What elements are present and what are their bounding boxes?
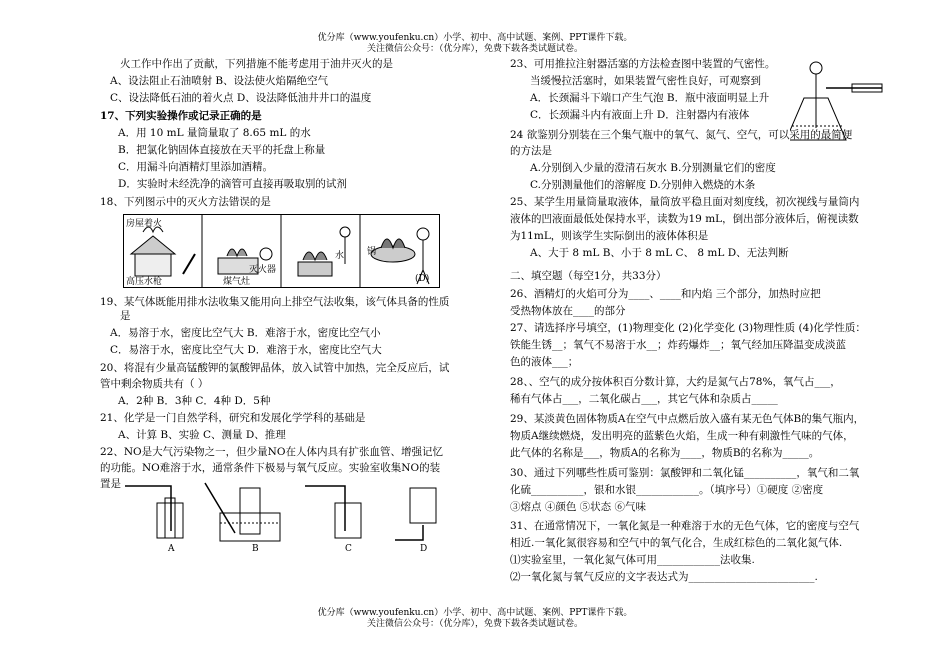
- q17-option-a: A．用 10 mL 量筒量取了 8.65 mL 的水: [118, 127, 311, 139]
- q20-stem: 20、将混有少量高锰酸钾的氯酸钾晶体，放入试管中加热，完全反应后，试: [100, 362, 450, 374]
- q31-part-2: ⑵一氧化氮与氧气反应的文字表达式为________________________.: [510, 571, 818, 583]
- q30-stem-3: ③熔点 ④颜色 ⑤状态 ⑥气味: [510, 501, 647, 513]
- page-footer: [0, 608, 950, 630]
- q24-options-ab: A.分别倒入少量的澄清石灰水 B.分别测量它们的密度: [530, 162, 776, 174]
- q27-stem-2: 铁能生锈__；氧气不易溶于水__；炸药爆炸__；氧气经加压降温变成淡蓝: [510, 339, 846, 351]
- q22-label-a: A: [168, 544, 175, 554]
- q24-stem-2: 的方法是: [510, 145, 552, 157]
- q19-stem-2: 是: [120, 310, 131, 322]
- q25-stem-3: 为11mL，则该学生实际倒出的液体体积是: [510, 230, 709, 242]
- q24-options-cd: C.分别测量他们的溶解度 D.分别伸入燃烧的木条: [530, 179, 756, 191]
- q22-label-b: B: [252, 544, 259, 554]
- q16-stem-tail: 火工作中作出了贡献，下列措施不能考虑用于油井灭火的是: [120, 58, 393, 70]
- section-2-title: 二、填空题（每空1分，共33分）: [510, 270, 667, 282]
- q25-stem-2: 液体的凹液面最低处保持水平，读数为19 mL，倒出部分液体后，俯视读数: [510, 213, 859, 225]
- q17-option-c: C．用漏斗向酒精灯里添加酒精。: [118, 161, 274, 173]
- q18-label-extinguisher: 灭火器: [249, 265, 277, 275]
- q27-stem-3: 色的液体___；: [510, 356, 579, 368]
- q18-label-stove: 煤气灶: [223, 277, 251, 287]
- q28-stem-2: 稀有气体占___，二氧化碳占___，其它气体和杂质占_____: [510, 393, 778, 405]
- q21-options: A、计算 B、实验 C、测量 D、推理: [118, 429, 286, 441]
- q22-stem: 22、NO是大气污染物之一，但少量NO在人体内具有扩张血管、增强记忆: [100, 446, 443, 458]
- q23-options-cd: C．长颈漏斗内有液面上升 D．注射器内有液体: [530, 109, 750, 121]
- header-line-1: 优分库（www.youfenku.cn）小学、初中、高中试题、案例、PPT课件下载。: [317, 33, 633, 43]
- q26-stem-2: 受热物体放在____的部分: [510, 305, 626, 317]
- q19-options-cd: C．易溶于水，密度比空气大 D．难溶于水，密度比空气大: [110, 344, 382, 356]
- q31-stem: 31、在通常情况下，一氧化氮是一种难溶于水的无色气体，它的密度与空气: [510, 520, 860, 532]
- q26-stem: 26、酒精灯的火焰可分为____、____和内焰 三个部分，加热时应把: [510, 288, 821, 300]
- q18-figure-svg: [123, 214, 440, 288]
- q25-options: A、大于 8 mL B、小于 8 mL C、 8 mL D、无法判断: [530, 247, 789, 259]
- page-header: [0, 33, 950, 55]
- q24-stem: 24 欲鉴别分别装在三个集气瓶中的氧气、氮气、空气，可以采用的最简便: [510, 129, 853, 141]
- q18-label-house-fire: 房屋着火: [126, 219, 163, 229]
- q18-figure: [123, 214, 440, 288]
- q27-stem: 27、请选择序号填空，(1)物理变化 (2)化学变化 (3)物理性质 (4)化学性质：: [510, 322, 866, 334]
- q18-label-water: 水: [335, 251, 345, 261]
- q20-stem-2: 管中剩余物质共有（ ）: [100, 378, 209, 390]
- q19-options-ab: A．易溶于水，密度比空气大 B．难溶于水，密度比空气小: [110, 327, 381, 339]
- q18-stem: 18、下列图示中的灭火方法错误的是: [100, 196, 271, 208]
- header-line-2: 关注微信公众号：（优分库），免费下载各类试题试卷。: [366, 44, 583, 54]
- q29-stem-3: 此气体的名称是___，物质A的名称为____，物质B的名称为_____。: [510, 447, 820, 459]
- q29-stem-2: 物质A继续燃烧，发出明亮的蓝紫色火焰，生成一种有刺激性气味的气体，: [510, 430, 854, 442]
- q17-stem: 17、下列实验操作或记录正确的是: [100, 110, 262, 122]
- q22-stem-2: 的功能。NO难溶于水，通常条件下极易与氧气反应。实验室收集NO的装: [100, 462, 441, 474]
- q20-options: A．2种 B．3种 C．4种 D．5种: [118, 395, 271, 407]
- q23-options-ab: A．长颈漏斗下端口产生气泡 B．瓶中液面明显上升: [530, 92, 770, 104]
- q28-stem: 28、、空气的成分按体积百分数计算，大约是氮气占78%，氧气占___，: [510, 376, 841, 388]
- q22-stem-3: 置是: [100, 478, 121, 490]
- q17-option-d: D．实验时未经洗净的滴管可直接再吸取别的试剂: [118, 178, 347, 190]
- q22-figure: [125, 478, 455, 558]
- q16-options-ab: A、设法阻止石油喷射 B、设法使火焰隔绝空气: [110, 75, 329, 87]
- q31-stem-2: 相近.一氧化氮很容易和空气中的氧气化合，生成红棕色的二氧化氮气体.: [510, 537, 843, 549]
- q30-stem: 30、通过下列哪些性质可鉴别：氯酸钾和二氧化锰__________，氧气和二氧: [510, 467, 860, 479]
- q18-label-d: (D): [415, 274, 430, 284]
- q18-label-pan: 锅: [367, 247, 377, 257]
- q16-options-cd: C、设法降低石油的着火点 D、设法降低油井井口的温度: [110, 92, 372, 104]
- q23-stem-2: 当缓慢拉活塞时，如果装置气密性良好，可观察到: [530, 75, 761, 87]
- q22-label-d: D: [420, 544, 428, 554]
- q21-stem: 21、化学是一门自然学科，研究和发展化学学科的基础是: [100, 412, 366, 424]
- q31-part-1: ⑴实验室里，一氧化氮气体可用____________法收集.: [510, 554, 755, 566]
- q25-stem: 25、某学生用量筒量取液体，量筒放平稳且面对刻度线，初次视线与量筒内: [510, 196, 860, 208]
- q23-stem: 23、可用推拉注射器活塞的方法检查图中装置的气密性。: [510, 58, 776, 70]
- footer-line-1: 优分库（www.youfenku.cn）小学、初中、高中试题、案例、PPT课件下载。: [317, 608, 633, 618]
- q17-option-b: B．把氯化钠固体直接放在天平的托盘上称量: [118, 144, 326, 156]
- q29-stem: 29、某淡黄色固体物质A在空气中点燃后放入盛有某无色气体B的集气瓶内，: [510, 413, 865, 425]
- q19-stem: 19、某气体既能用排水法收集又能用向上排空气法收集，该气体具备的性质: [100, 296, 450, 308]
- q18-label-water-gun: 高压水枪: [126, 277, 163, 287]
- q22-label-c: C: [345, 544, 352, 554]
- footer-line-2: 关注微信公众号：（优分库），免费下载各类试题试卷。: [366, 619, 583, 629]
- q30-stem-2: 化硫__________，银和水银____________。（填序号）①硬度 ②密度: [510, 484, 824, 496]
